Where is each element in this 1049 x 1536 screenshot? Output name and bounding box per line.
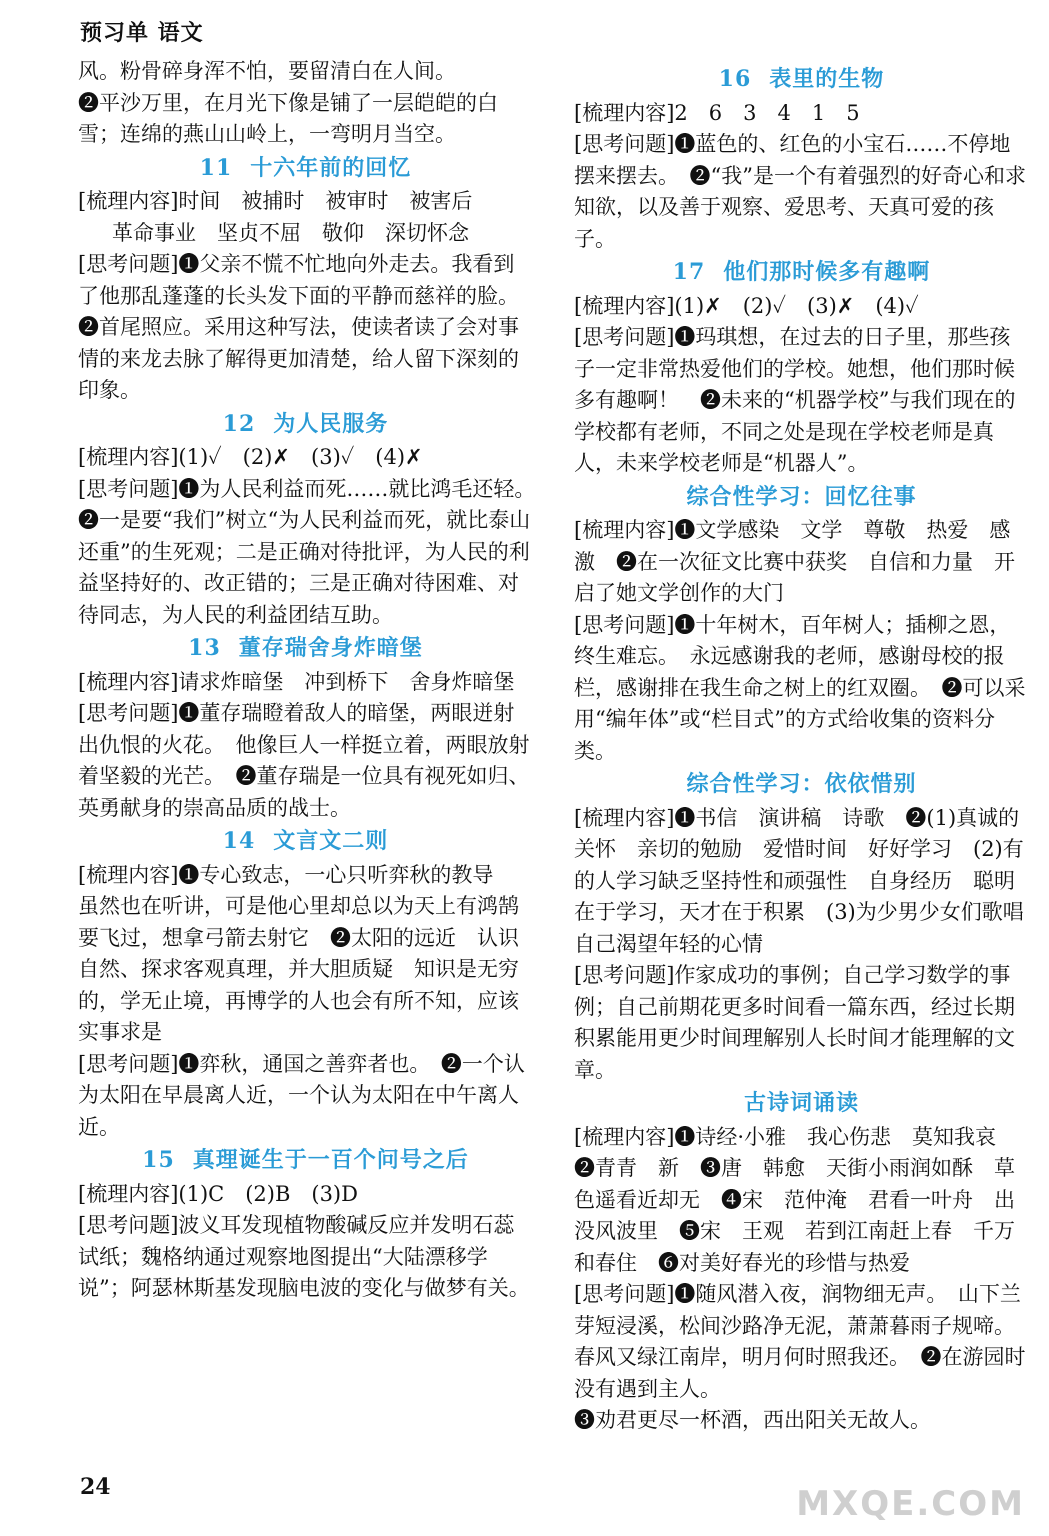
- answer-text: [梳理内容]❶文学感染 文学 尊敬 热爱 感激 ❷在一次征文比赛中获奖 自信和力量 开启了她文学创作的大门: [574, 518, 1015, 605]
- answer-text: [思考问题]❶十年树木，百年树人；插柳之恩，终生难忘。 永远感谢我的老师，感谢母校的报栏，感谢排在我生命之树上的红双圈。 ❷可以采用“编年体”或“栏目式”的方式给收集的资料分类。: [574, 612, 1026, 763]
- answer-text: [梳理内容]请求炸暗堡 冲到桥下 舍身炸暗堡: [78, 669, 515, 694]
- answer-text: ❸劝君更尽一杯酒，西出阳关无故人。: [574, 1408, 931, 1432]
- section-name: 综合性学习：依依惜别: [686, 771, 917, 797]
- section-name: 表里的生物: [769, 66, 885, 92]
- left-column: [78, 56, 546, 1305]
- section-name: 文言文二则: [273, 828, 389, 854]
- answer-text: [思考问题]作家成功的事例；自己学习数学的事例；自己前期花更多时间看一篇东西，经过长期积累能用更少时间理解别人长时间才能理解的文章。: [574, 963, 1015, 1082]
- answer-text: [思考问题]❶蓝色的、红色的小宝石……不停地摆来摆去。 ❷“我”是一个有着强烈的好奇心和求知欲，以及善于观察、爱思考、天真可爱的孩子。: [574, 132, 1026, 251]
- answer-text: [梳理内容](1)C (2)B (3)D: [78, 1181, 358, 1206]
- answer-text: [梳理内容]❶诗经·小雅 我心伤悲 莫知我哀 ❷青青 新 ❸唐 韩愈 天街小雨润如酥 草色遥看近却无 ❹宋 范仲淹 君看一叶舟 出没风波里 ❺宋 王观 若到江南赶上春 千万和春住 ❻对美好春光的珍惜与热爱: [574, 1124, 1018, 1275]
- answer-text: [思考问题]❶弈秋，通国之善弈者也。 ❷一个认为太阳在早晨离人近，一个认为太阳在中午离人近。: [78, 1051, 525, 1139]
- answer-text: [思考问题]❶随风潜入夜，润物细无声。 山下兰芽短浸溪，松间沙路净无泥，萧萧暮雨子规啼。 春风又绿江南岸，明月何时照我还。 ❷在游园时没有遇到主人。: [574, 1282, 1026, 1401]
- answer-text: [梳理内容](1)✗ (2)✓ (3)✗ (4)✓: [574, 293, 919, 318]
- section-name: 十六年前的回忆: [250, 154, 412, 181]
- answer-text: 风。粉骨碎身浑不怕，要留清白在人间。: [78, 59, 456, 83]
- page-header: 预习单 语文: [80, 20, 204, 46]
- answer-text: [思考问题]波义耳发现植物酸碱反应并发明石蕊试纸；魏格纳通过观察地图提出“大陆漂移学说”；阿瑟林斯基发现脑电波的变化与做梦有关。: [78, 1213, 530, 1300]
- section-title: [78, 826, 533, 858]
- answer-text: [梳理内容]时间 被捕时 被审时 被害后: [78, 189, 473, 213]
- section-number: 11: [199, 154, 233, 181]
- answer-text: [思考问题]❶为人民利益而死……就比鸿毛还轻。 ❷一是要“我们”树立“为人民利益而死，就比泰山还重”的生死观；二是正确对待批评，为人民的利益坚持好的、改正错的；三是正确对待困难、对待同志，为人民的利益团结互助。: [78, 476, 546, 627]
- section-name: 他们那时候多有趣啊: [723, 259, 931, 285]
- section-title: [78, 1145, 533, 1177]
- answer-text: [梳理内容](1)✓ (2)✗ (3)✓ (4)✗: [78, 445, 423, 469]
- answer-text: ❷平沙万里，在月光下像是铺了一层皑皑的白雪；连绵的燕山山岭上，一弯明月当空。: [78, 90, 498, 146]
- answer-text: [思考问题]❶父亲不慌不忙地向外走去。我看到了他那乱蓬蓬的长头发下面的平静而慈祥的脸。 ❷首尾照应。采用这种写法，使读者读了会对事情的来龙去脉了解得更加清楚，给人留下深刻的印象。: [78, 252, 530, 402]
- section-title: [78, 633, 533, 665]
- answer-text: [思考问题]❶玛琪想，在过去的日子里，那些孩子一定非常热爱他们的学校。她想，他们那时候多有趣啊！ ❷未来的“机器学校”与我们现在的学校都有老师，不同之处是现在学校老师是真人，未来学校老师是“机器人”。: [574, 325, 1016, 475]
- section-title: [78, 409, 533, 441]
- section-number: 17: [672, 259, 706, 285]
- section-name: 综合性学习：回忆往事: [686, 483, 917, 510]
- section-name: 为人民服务: [273, 410, 389, 437]
- section-title: [574, 257, 1029, 289]
- section-number: 14: [222, 828, 256, 854]
- answer-text: 革命事业 坚贞不屈 敬仰 深切怀念: [112, 220, 469, 245]
- section-number: 12: [222, 410, 256, 437]
- section-title: [574, 1088, 1029, 1120]
- answer-text: [梳理内容]2 6 3 4 1 5: [574, 100, 860, 125]
- answer-text: [梳理内容]❶专心致志，一心只听弈秋的教导 虽然也在听讲，可是他心里却总以为天上有鸿鹄要飞过，想拿弓箭去射它 ❷太阳的远近 认识自然、探求客观真理，并大胆质疑 知识是无穷的，学无止境，再博学的人也会有所不知，应该实事求是: [78, 862, 519, 1044]
- section-number: 16: [718, 66, 752, 92]
- answer-text: [思考问题]❶董存瑞瞪着敌人的暗堡，两眼迸射出仇恨的火花。 他像巨人一样挺立着，两眼放射着坚毅的光芒。 ❷董存瑞是一位具有视死如归、英勇献身的崇高品质的战士。: [78, 701, 530, 820]
- section-number: 13: [188, 635, 221, 661]
- section-title: [574, 482, 1029, 514]
- section-name: 真理诞生于一百个问号之后: [192, 1147, 469, 1173]
- section-number: 15: [142, 1147, 175, 1173]
- section-name: 古诗词诵读: [743, 1090, 859, 1116]
- section-title: [78, 153, 533, 185]
- watermark-logo: MXQE.COM: [796, 1484, 1025, 1524]
- section-title: [574, 769, 1029, 801]
- section-title: [574, 64, 1029, 96]
- right-column: [574, 62, 1045, 1437]
- page-number: 24: [80, 1474, 111, 1500]
- section-name: 董存瑞舍身炸暗堡: [238, 635, 423, 661]
- answer-text: [梳理内容]❶书信 演讲稿 诗歌 ❷(1)真诚的关怀 亲切的勉励 爱惜时间 好好学习 (2)有的人学习缺乏坚持性和顽强性 自身经历 聪明在于学习，天才在于积累 (3)为少男少女们歌唱 自己渴望年轻的心情: [574, 805, 1045, 956]
